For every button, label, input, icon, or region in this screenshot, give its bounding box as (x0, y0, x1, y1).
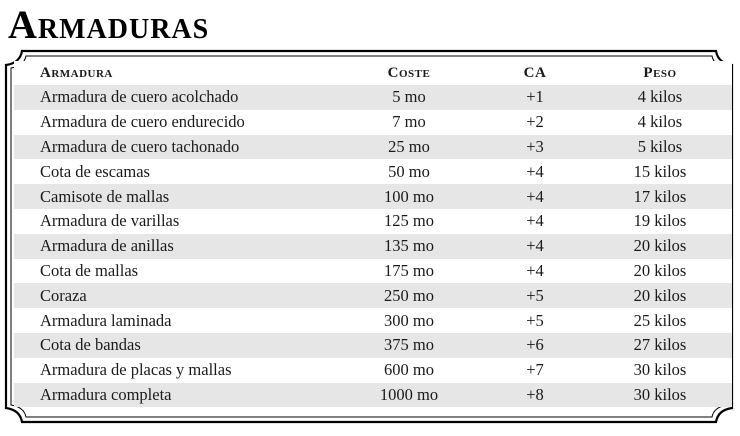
table-row (14, 358, 732, 383)
armor-cost: 25 mo (388, 136, 430, 156)
table-header-row (14, 61, 732, 85)
armor-ca: +4 (526, 211, 544, 231)
armor-ca: +5 (526, 310, 544, 330)
table-body (14, 85, 732, 407)
table-row (14, 110, 732, 135)
armor-name: Armadura de placas y mallas (40, 360, 232, 380)
armor-cost: 135 mo (384, 236, 434, 256)
armor-name: Camisote de mallas (40, 186, 170, 206)
armor-weight: 17 kilos (633, 186, 687, 206)
armor-name: Cota de escamas (40, 161, 150, 181)
armor-name: Armadura de cuero endurecido (40, 112, 245, 132)
armor-weight: 25 kilos (633, 310, 687, 330)
armor-cost: 250 mo (384, 285, 434, 305)
armor-cost: 600 mo (384, 360, 434, 380)
armor-name: Armadura de anillas (40, 236, 174, 256)
table-row (14, 234, 732, 259)
armor-ca: +4 (526, 236, 544, 256)
armor-name: Cota de bandas (40, 335, 141, 355)
armor-ca: +5 (526, 285, 544, 305)
armor-weight: 4 kilos (637, 112, 683, 132)
armor-cost: 125 mo (384, 211, 434, 231)
page-title: Armaduras (8, 2, 210, 47)
armor-name: Cota de mallas (40, 260, 139, 280)
armor-name: Armadura de cuero tachonado (40, 136, 240, 156)
armor-ca: +1 (526, 87, 544, 107)
armor-weight: 27 kilos (633, 335, 687, 355)
armor-cost: 375 mo (384, 335, 434, 355)
armor-name: Armadura laminada (40, 310, 172, 330)
table-row (14, 159, 732, 184)
armor-weight: 20 kilos (633, 285, 687, 305)
armor-name: Coraza (40, 285, 87, 305)
header-weight: Peso (643, 64, 677, 81)
armor-cost: 300 mo (384, 310, 434, 330)
armor-ca: +8 (526, 384, 544, 404)
armor-ca: +4 (526, 161, 544, 181)
armor-ca: +3 (526, 136, 544, 156)
armor-name: Armadura de cuero acolchado (40, 87, 239, 107)
armor-weight: 20 kilos (633, 260, 687, 280)
armor-weight: 20 kilos (633, 236, 687, 256)
armor-weight: 30 kilos (633, 384, 687, 404)
header-name: Armadura (40, 64, 113, 81)
armor-cost: 7 mo (392, 112, 426, 132)
armor-ca: +4 (526, 186, 544, 206)
table-row (14, 283, 732, 308)
armor-weight: 4 kilos (637, 87, 683, 107)
table-row (14, 135, 732, 160)
armor-ca: +2 (526, 112, 544, 132)
armor-cost: 5 mo (392, 87, 426, 107)
table-row (14, 259, 732, 284)
armor-weight: 19 kilos (633, 211, 687, 231)
header-ca: CA (523, 64, 547, 81)
table-row (14, 308, 732, 333)
table-row (14, 184, 732, 209)
armor-weight: 15 kilos (633, 161, 687, 181)
armor-table (14, 61, 732, 407)
table-row (14, 333, 732, 358)
table-row (14, 383, 732, 408)
armor-weight: 30 kilos (633, 360, 687, 380)
table-row (14, 209, 732, 234)
armor-cost: 50 mo (388, 161, 430, 181)
armor-ca: +6 (526, 335, 544, 355)
table-row (14, 85, 732, 110)
armor-cost: 1000 mo (379, 384, 439, 404)
armor-ca: +7 (526, 360, 544, 380)
armor-cost: 175 mo (384, 260, 434, 280)
armor-weight: 5 kilos (637, 136, 683, 156)
header-cost: Coste (387, 64, 431, 81)
armor-ca: +4 (526, 260, 544, 280)
armor-name: Armadura de varillas (40, 211, 180, 231)
armor-name: Armadura completa (40, 384, 172, 404)
armor-cost: 100 mo (384, 186, 434, 206)
table-frame (4, 49, 734, 424)
